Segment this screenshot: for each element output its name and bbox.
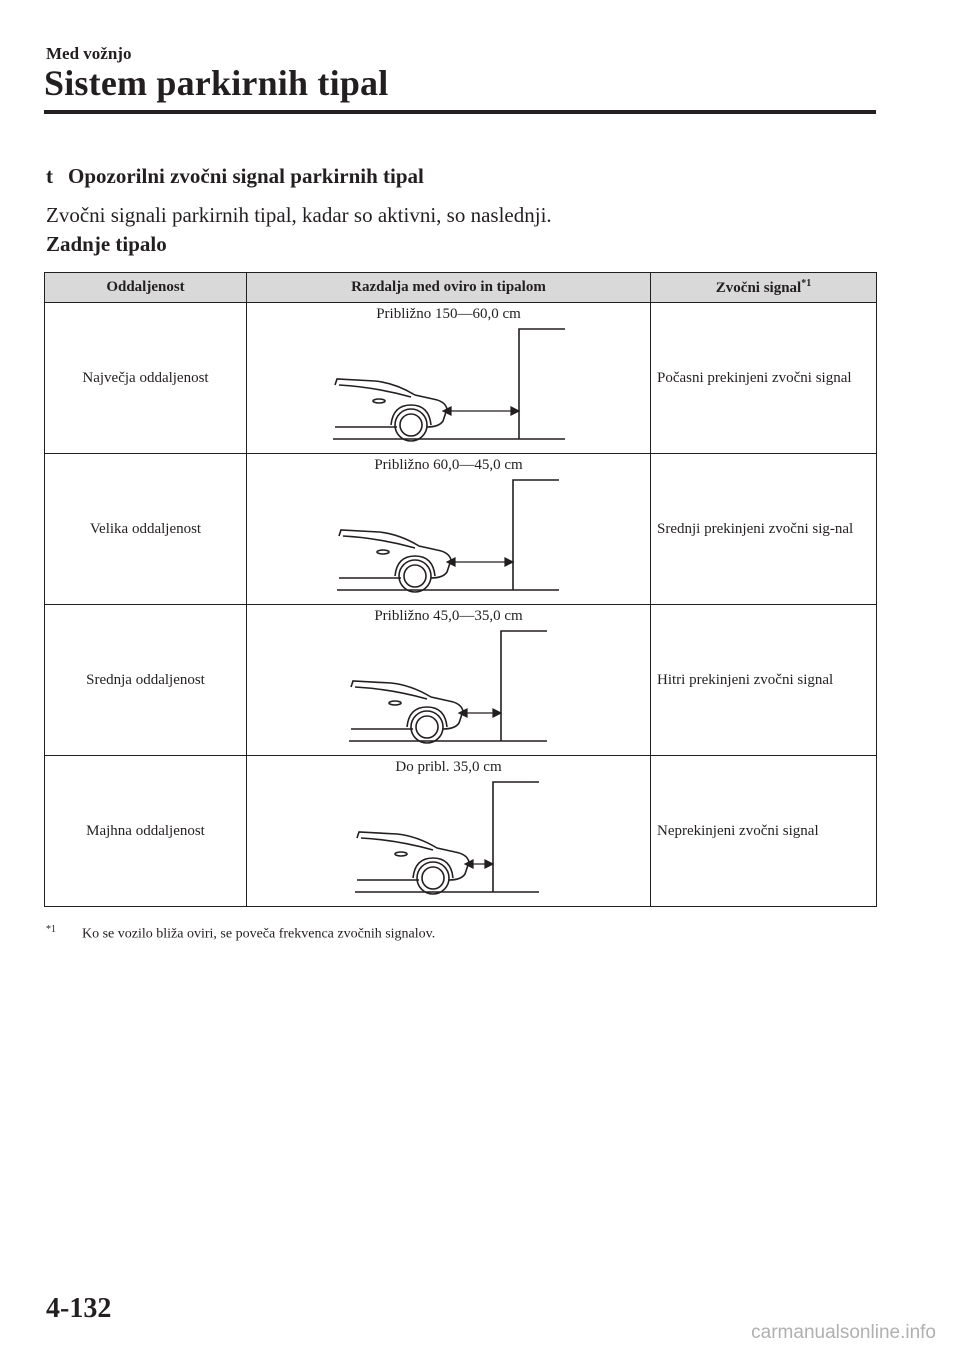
header-signal <box>651 273 877 303</box>
table-header-row <box>45 273 877 303</box>
car-distance-illustration <box>247 605 651 755</box>
car-handle <box>377 550 389 554</box>
car-distance-illustration <box>247 303 651 453</box>
obstacle-wall <box>493 782 539 892</box>
distance-cell <box>45 303 247 454</box>
table-row <box>45 303 877 454</box>
distance-label: Velika oddaljenost <box>89 520 202 537</box>
signal-label: Srednji prekinjeni zvočni sig-nal <box>657 520 854 537</box>
range-cell <box>247 756 651 907</box>
signal-cell <box>651 756 877 907</box>
signal-cell <box>651 303 877 454</box>
car-handle <box>395 852 407 856</box>
signal-label: Hitri prekinjeni zvočni signal <box>657 671 834 688</box>
table-row <box>45 756 877 907</box>
wheel-inner <box>416 716 438 738</box>
arrow-head-right <box>485 860 493 868</box>
distance-label: Srednja oddaljenost <box>86 671 205 688</box>
signal-cell <box>651 454 877 605</box>
signal-label: Neprekinjeni zvočni signal <box>657 822 819 839</box>
title-rule <box>44 110 876 114</box>
car-distance-illustration <box>247 756 651 906</box>
distance-label: Majhna oddaljenost <box>86 822 205 839</box>
subheading: Zadnje tipalo <box>46 232 167 256</box>
header-signal-text: Zvočni signal <box>715 280 802 296</box>
section-bullet-icon: t <box>46 164 53 188</box>
table-row <box>45 454 877 605</box>
wheel-inner <box>400 414 422 436</box>
arrow-head-right <box>493 709 501 717</box>
car-handle <box>373 399 385 403</box>
range-label: Do pribl. 35,0 cm <box>395 759 502 775</box>
range-cell <box>247 303 651 454</box>
section-heading <box>46 164 424 189</box>
range-label: Približno 60,0—45,0 cm <box>374 457 523 473</box>
distance-cell <box>45 454 247 605</box>
page-title: Sistem parkirnih tipal <box>44 63 389 103</box>
signal-table <box>44 272 877 907</box>
header-signal-footnote: *1 <box>801 278 812 289</box>
footnote-mark: *1 <box>46 924 56 935</box>
wheel-arch <box>395 556 435 576</box>
wheel-arch <box>413 858 453 878</box>
wheel-inner <box>404 565 426 587</box>
section-heading-text: Opozorilni zvočni signal parkirnih tipal <box>68 164 424 188</box>
page-number: 4-132 <box>46 1293 112 1324</box>
wheel-inner <box>422 867 444 889</box>
signal-cell <box>651 605 877 756</box>
wheel-arch <box>407 707 447 727</box>
arrow-head-right <box>505 558 513 566</box>
wheel-arch <box>391 405 431 425</box>
signal-label: Počasni prekinjeni zvočni signal <box>657 369 852 386</box>
footnote <box>46 924 435 943</box>
obstacle-wall <box>513 480 559 590</box>
obstacle-wall <box>519 329 565 439</box>
arrow-head-right <box>511 407 519 415</box>
footnote-text: Ko se vozilo bliža oviri, se poveča frekvenca zvočnih signalov. <box>82 926 436 942</box>
obstacle-wall <box>501 631 547 741</box>
car-handle <box>389 701 401 705</box>
intro-text: Zvočni signali parkirnih tipal, kadar so aktivni, so naslednji. <box>46 203 552 227</box>
chapter-kicker: Med vožnjo <box>46 44 132 63</box>
range-cell <box>247 605 651 756</box>
distance-cell <box>45 605 247 756</box>
range-label: Približno 45,0—35,0 cm <box>374 608 523 624</box>
car-distance-illustration <box>247 454 651 604</box>
range-label: Približno 150—60,0 cm <box>376 306 521 322</box>
header-range: Razdalja med oviro in tipalom <box>247 273 651 303</box>
range-cell <box>247 454 651 605</box>
distance-cell <box>45 756 247 907</box>
header-distance: Oddaljenost <box>45 273 247 303</box>
table-row <box>45 605 877 756</box>
watermark: carmanualsonline.info <box>751 1322 936 1343</box>
distance-label: Največja oddaljenost <box>82 369 209 386</box>
